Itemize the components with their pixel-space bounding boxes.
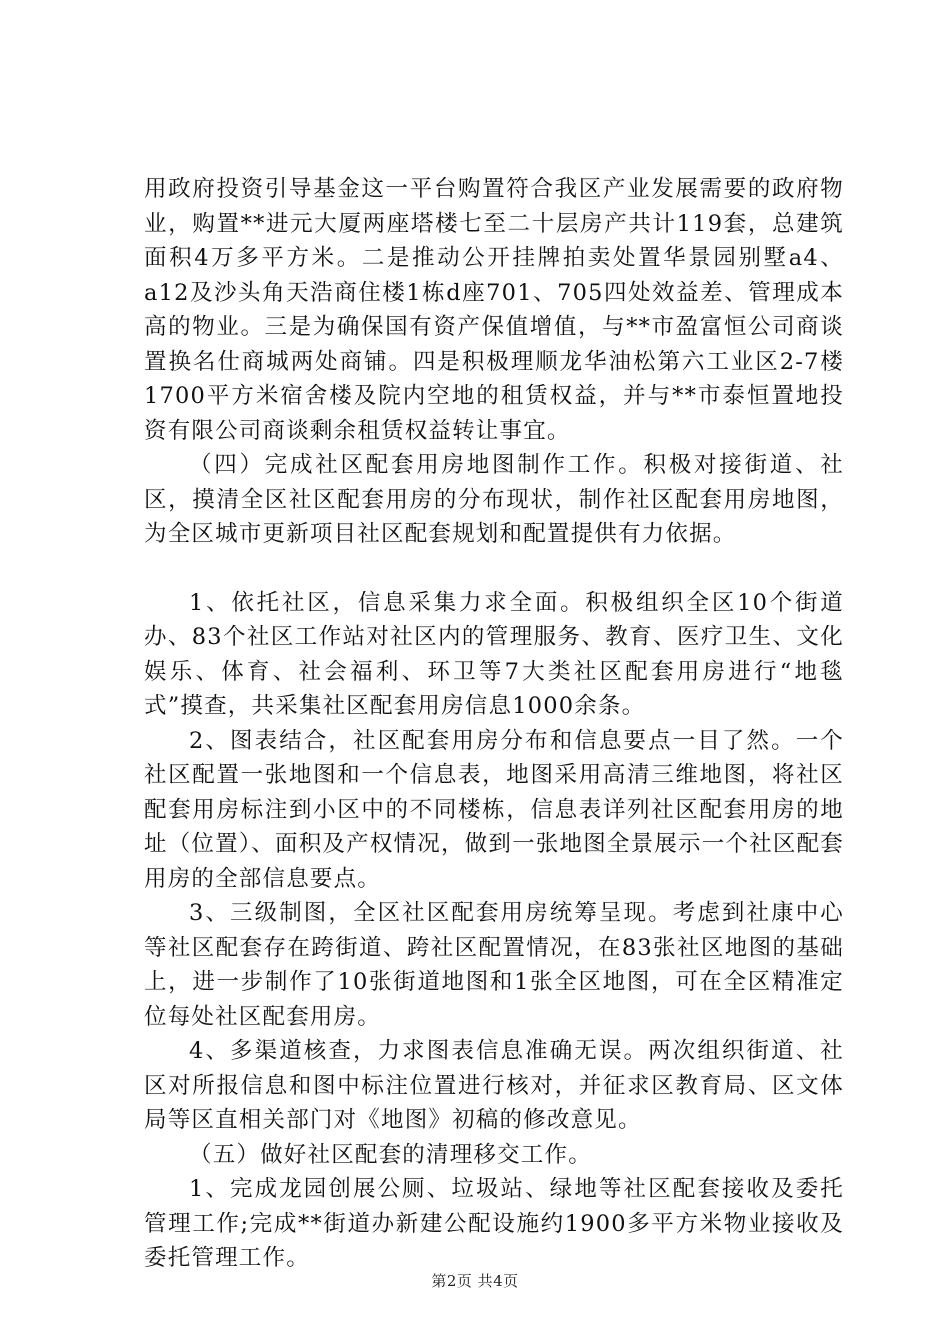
page-number-footer: 第2页 共4页 xyxy=(431,1272,519,1290)
section-heading-4: （四）完成社区配套用房地图制作工作。积极对接街道、社区，摸清全区社区配套用房的分布现状，制作社区配套用房地图，为全区城市更新项目社区配套规划和配置提供有力依据。 xyxy=(144,452,844,547)
section-heading-5: （五）做好社区配套的清理移交工作。 xyxy=(189,1141,592,1168)
body-paragraph-item-2: 2、图表结合，社区配套用房分布和信息要点一目了然。一个社区配置一张地图和一个信息表，地图采用高清三维地图，将社区配套用房标注到小区中的不同楼栋，信息表详列社区配套用房的地址（位置）、面积及产权情况，做到一张地图全景展示一个社区配套用房的全部信息要点。 xyxy=(144,727,844,892)
document-body xyxy=(144,172,844,1276)
body-paragraph-item-5-1: 1、完成龙园创展公厕、垃圾站、绿地等社区配套接收及委托管理工作;完成**街道办新建公配设施约1900多平方米物业接收及委托管理工作。 xyxy=(144,1176,844,1271)
body-paragraph-1: 用政府投资引导基金这一平台购置符合我区产业发展需要的政府物业，购置**进元大厦两座塔楼七至二十层房产共计119套，总建筑面积4万多平方米。二是推动公开挂牌拍卖处置华景园别墅a4、a12及沙头角天浩商住楼1栋d座701、705四处效益差、管理成本高的物业。三是为确保国有资产保值增值，与**市盈富恒公司商谈置换名仕商城两处商铺。四是积极理顺龙华油松第六工业区2-7楼1700平方米宿舍楼及院内空地的租赁权益，并与**市泰恒置地投资有限公司商谈剩余租赁权益转让事宜。 xyxy=(144,176,844,444)
body-paragraph-item-4: 4、多渠道核查，力求图表信息准确无误。两次组织街道、社区对所报信息和图中标注位置进行核对，并征求区教育局、区文体局等区直相关部门对《地图》初稿的修改意见。 xyxy=(144,1038,844,1133)
body-paragraph-item-3: 3、三级制图，全区社区配套用房统筹呈现。考虑到社康中心等社区配套存在跨街道、跨社区配置情况，在83张社区地图的基础上，进一步制作了10张街道地图和1张全区地图，可在全区精准定位每处社区配套用房。 xyxy=(144,900,844,1030)
body-paragraph-item-1: 1、依托社区，信息采集力求全面。积极组织全区10个街道办、83个社区工作站对社区内的管理服务、教育、医疗卫生、文化娱乐、体育、社会福利、环卫等7大类社区配套用房进行“地毯式”摸查，共采集社区配套用房信息1000余条。 xyxy=(144,589,844,719)
